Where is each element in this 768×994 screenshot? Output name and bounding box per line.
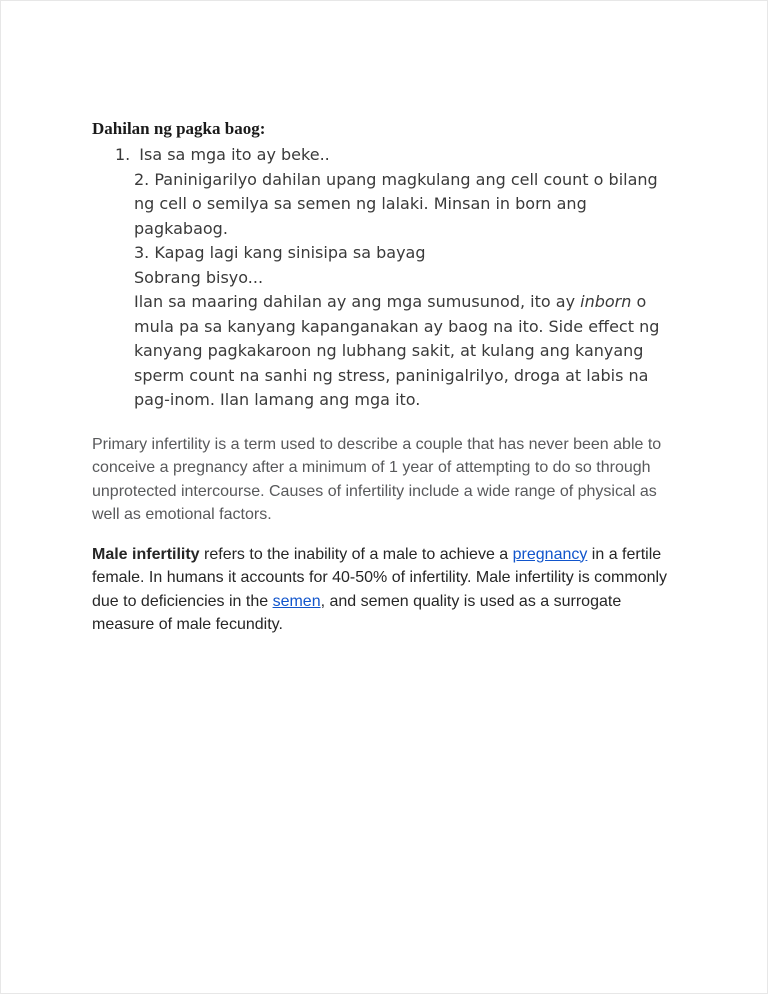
list-continuation-line (134, 168, 677, 242)
text-run: 3. Kapag lagi kang sinisipa sa bayag (134, 243, 426, 262)
text-run: Ilan sa maaring dahilan ay ang mga sumusunod, ito ay (134, 292, 581, 311)
semen-link[interactable]: semen (272, 592, 321, 610)
text-run: Primary infertility is a term used to describe a couple that has never been able to conceive a pregnancy after a minimum of 1 year of attempting to do so through unprotected intercourse. Causes of infertility include a wide range of physical as well as emotional factors. (92, 435, 662, 523)
numbered-list (92, 143, 677, 413)
list-continuation (92, 168, 677, 413)
list-continuation-line (134, 241, 677, 266)
list-item-text: Isa sa mga ito ay beke.. (139, 145, 330, 164)
text-run: in a fertile female. In humans it accounts for 40-50% of infertility. Male infertility is commonly due to deficiencies in the (92, 545, 668, 610)
text-run: refers to the inability of a male to achieve a (199, 545, 513, 563)
list-item-1 (115, 143, 677, 168)
male-infertility-paragraph (92, 543, 677, 637)
primary-infertility-paragraph (92, 433, 677, 527)
list-continuation-line (134, 290, 677, 413)
text-run: 2. Paninigarilyo dahilan upang magkulang ang cell count o bilang ng cell o semilya sa semen ng lalaki. Minsan in born ang pagkabaog. (134, 169, 658, 238)
list-continuation-line (134, 266, 677, 291)
list-item-number: 1. (115, 145, 131, 164)
body-paragraphs (92, 433, 677, 637)
text-run: , and semen quality is used as a surrogate measure of male fecundity. (92, 592, 622, 633)
text-run: o mula pa sa kanyang kapanganakan ay baog na ito. Side effect ng kanyang pagkakaroon ng lubhang sakit, at kulang ang kanyang sperm count na sanhi ng stress, paninigalrilyo, droga at labis na pag-inom. Ilan lamang ang mga ito. (134, 292, 660, 409)
pregnancy-link[interactable]: pregnancy (512, 545, 588, 563)
italic-text: inborn (580, 292, 632, 311)
text-run: Sobrang bisyo... (134, 267, 264, 287)
bold-text: Male infertility (92, 545, 200, 563)
document-heading: Dahilan ng pagka baog: (92, 119, 266, 138)
